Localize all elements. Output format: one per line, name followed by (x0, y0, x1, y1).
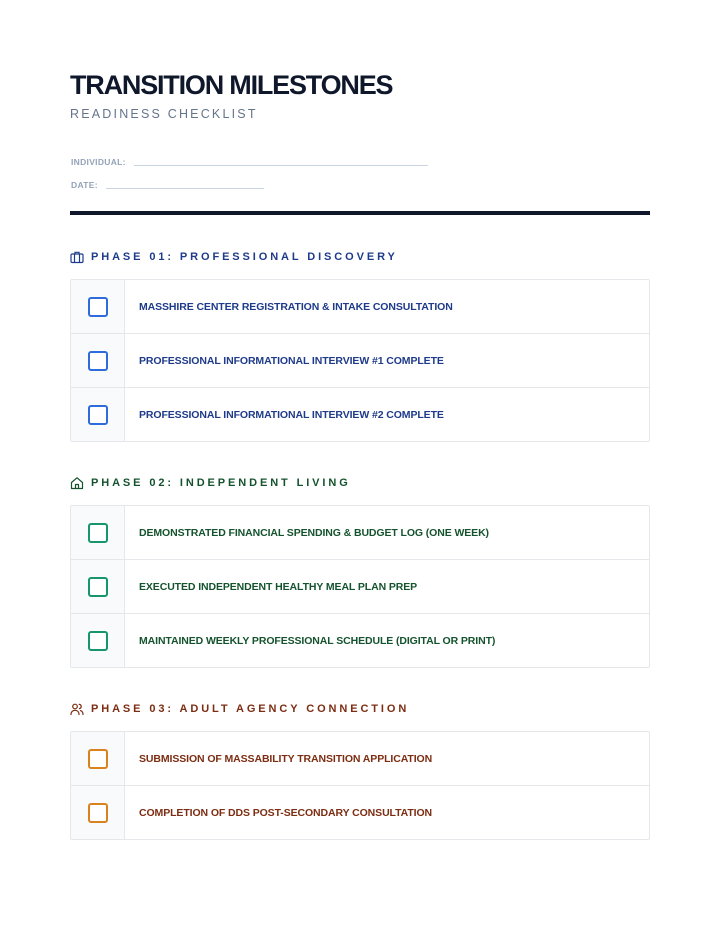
checkbox-cell (71, 732, 125, 785)
task-label: COMPLETION OF DDS POST-SECONDARY CONSULTATION (139, 806, 433, 819)
task-row (71, 388, 649, 441)
individual-field-row (71, 157, 428, 167)
task-label: EXECUTED INDEPENDENT HEALTHY MEAL PLAN PREP (139, 580, 418, 593)
task-checkbox[interactable] (88, 749, 108, 769)
phase-header-1 (70, 249, 398, 265)
task-checkbox[interactable] (88, 523, 108, 543)
checkbox-cell (71, 614, 125, 667)
task-label: PROFESSIONAL INFORMATIONAL INTERVIEW #2 COMPLETE (139, 408, 444, 421)
task-row (71, 786, 649, 839)
task-label: MAINTAINED WEEKLY PROFESSIONAL SCHEDULE (DIGITAL OR PRINT) (139, 634, 496, 647)
phase-title: PHASE 01: PROFESSIONAL DISCOVERY (91, 251, 398, 263)
task-row (71, 506, 649, 560)
task-list-phase-1 (70, 279, 650, 442)
phase-title: PHASE 02: INDEPENDENT LIVING (91, 477, 351, 489)
task-label: DEMONSTRATED FINANCIAL SPENDING & BUDGET LOG (ONE WEEK) (139, 526, 489, 539)
task-checkbox[interactable] (88, 351, 108, 371)
task-checkbox[interactable] (88, 803, 108, 823)
users-icon (70, 702, 84, 716)
phase-header-2 (70, 475, 351, 491)
task-label: SUBMISSION OF MASSABILITY TRANSITION APPLICATION (139, 752, 433, 765)
page-title: TRANSITION MILESTONES (70, 70, 393, 100)
task-row (71, 334, 649, 388)
checkbox-cell (71, 506, 125, 559)
individual-field[interactable] (134, 165, 428, 166)
task-checkbox[interactable] (88, 405, 108, 425)
briefcase-icon (70, 250, 84, 264)
task-row (71, 732, 649, 786)
task-row (71, 560, 649, 614)
individual-label: INDIVIDUAL: (71, 157, 126, 167)
phase-title: PHASE 03: ADULT AGENCY CONNECTION (91, 703, 410, 715)
checkbox-cell (71, 388, 125, 441)
task-checkbox[interactable] (88, 297, 108, 317)
date-field-row (71, 180, 264, 190)
page-subtitle: READINESS CHECKLIST (70, 107, 258, 121)
task-list-phase-3 (70, 731, 650, 840)
task-list-phase-2 (70, 505, 650, 668)
task-label: MASSHIRE CENTER REGISTRATION & INTAKE CONSULTATION (139, 300, 453, 313)
task-checkbox[interactable] (88, 631, 108, 651)
task-checkbox[interactable] (88, 577, 108, 597)
task-label: PROFESSIONAL INFORMATIONAL INTERVIEW #1 COMPLETE (139, 354, 444, 367)
task-row (71, 614, 649, 667)
checkbox-cell (71, 334, 125, 387)
home-icon (70, 476, 84, 490)
header-divider (70, 211, 650, 215)
checkbox-cell (71, 280, 125, 333)
date-label: DATE: (71, 180, 98, 190)
checkbox-cell (71, 560, 125, 613)
phase-header-3 (70, 701, 409, 717)
task-row (71, 280, 649, 334)
checkbox-cell (71, 786, 125, 839)
date-field[interactable] (106, 188, 264, 189)
